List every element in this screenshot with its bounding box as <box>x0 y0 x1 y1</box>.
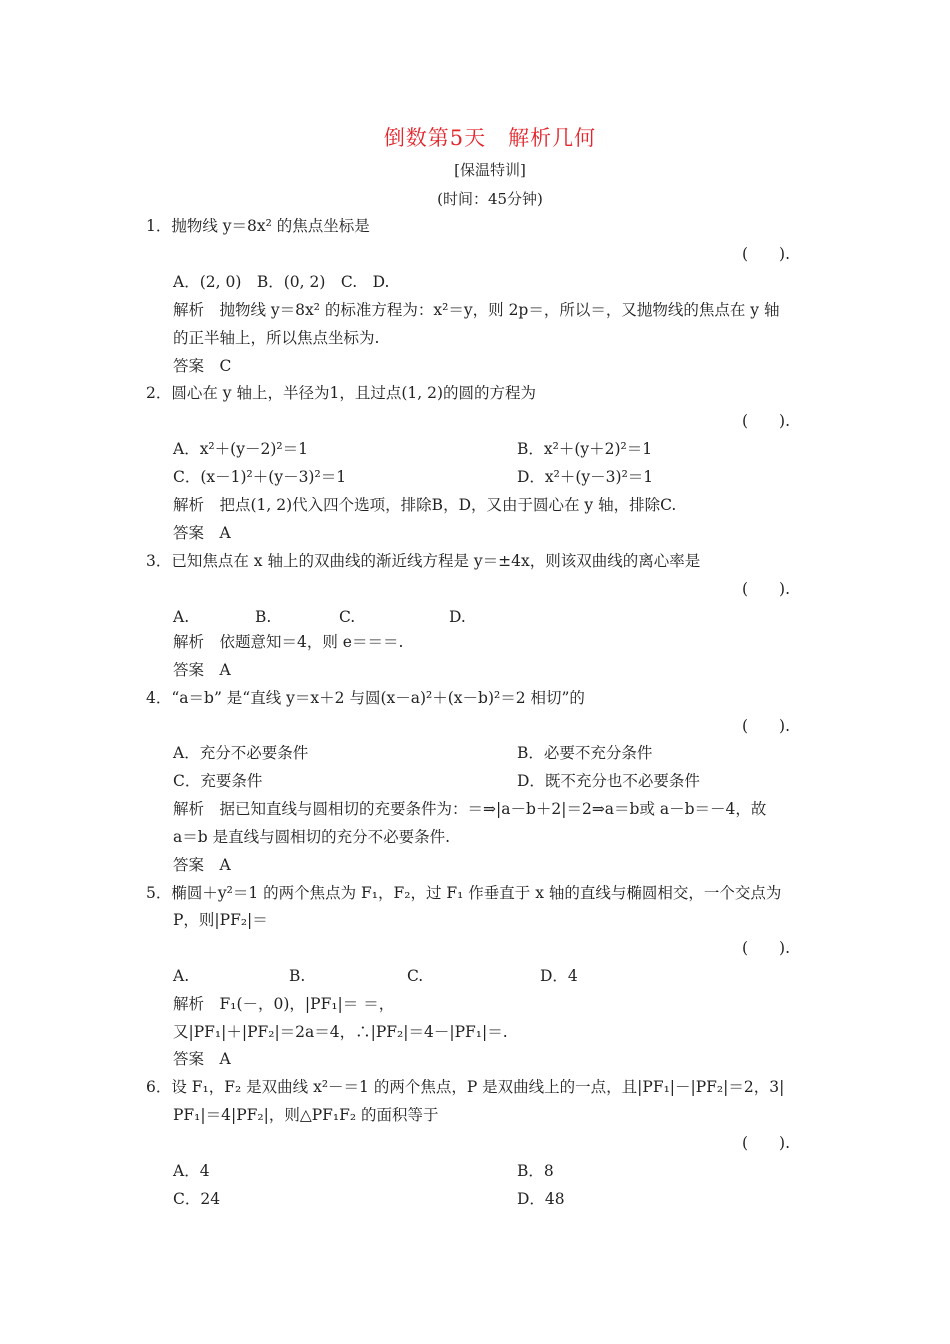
question-2-answer-blank: ( ). <box>742 412 791 430</box>
question-2-option-d: D．x²＋(y－3)²＝1 <box>517 468 654 486</box>
question-2-option-a: A．x²＋(y－2)²＝1 <box>173 440 308 458</box>
question-3-option-c: C. <box>339 608 356 626</box>
question-6-option-a: A．4 <box>173 1162 210 1180</box>
question-3-analysis: 解析 依题意知＝4，则 e＝＝＝. <box>173 633 404 651</box>
question-5-option-d: D．4 <box>540 967 578 985</box>
question-4-option-a: A．充分不必要条件 <box>173 744 309 762</box>
question-1-options: A．(2, 0) B．(0, 2) C. D. <box>173 273 390 291</box>
question-3-answer: 答案 A <box>173 661 231 679</box>
question-6-stem-line-2: PF₁|＝4|PF₂|，则△PF₁F₂ 的面积等于 <box>173 1106 439 1124</box>
question-3-option-d: D. <box>449 608 466 626</box>
question-5-stem-line-2: P，则|PF₂|＝ <box>173 911 268 929</box>
section-subtitle: [保温特训] <box>454 161 526 179</box>
question-3-answer-blank: ( ). <box>742 580 791 598</box>
question-4-answer-blank: ( ). <box>742 717 791 735</box>
question-1-analysis-line-2: 的正半轴上，所以焦点坐标为. <box>173 329 380 347</box>
question-3-stem: 3．已知焦点在 x 轴上的双曲线的渐近线方程是 y＝±4x，则该双曲线的离心率是 <box>146 552 701 570</box>
question-5-analysis-line-1: 解析 F₁(－，0)，|PF₁|＝ ＝， <box>173 995 395 1013</box>
question-6-option-b: B．8 <box>517 1162 554 1180</box>
question-3-option-b: B. <box>255 608 272 626</box>
question-4-analysis-line-1: 解析 据已知直线与圆相切的充要条件为：＝⇒|a－b＋2|＝2⇒a＝b或 a－b＝－4，故 <box>173 800 767 818</box>
question-4-option-d: D．既不充分也不必要条件 <box>517 772 700 790</box>
question-2-stem: 2．圆心在 y 轴上，半径为1，且过点(1, 2)的圆的方程为 <box>146 384 537 402</box>
question-5-option-a: A. <box>173 967 190 985</box>
question-2-option-c: C．(x－1)²＋(y－3)²＝1 <box>173 468 347 486</box>
question-1-analysis-line-1: 解析 抛物线 y＝8x² 的标准方程为：x²＝y，则 2p＝，所以＝，又抛物线的焦点在 y 轴 <box>173 301 780 319</box>
question-1-answer-blank: ( ). <box>742 245 791 263</box>
question-3-option-a: A. <box>173 608 190 626</box>
question-4-analysis-line-2: a＝b 是直线与圆相切的充分不必要条件. <box>173 828 451 846</box>
question-5-option-b: B. <box>289 967 306 985</box>
question-5-stem-line-1: 5．椭圆＋y²＝1 的两个焦点为 F₁，F₂，过 F₁ 作垂直于 x 轴的直线与椭圆相交，一个交点为 <box>146 884 782 902</box>
question-2-answer: 答案 A <box>173 524 231 542</box>
question-5-answer-blank: ( ). <box>742 939 791 957</box>
question-5-analysis-line-2: 又|PF₁|＋|PF₂|＝2a＝4，∴|PF₂|＝4－|PF₁|＝. <box>173 1023 508 1041</box>
question-4-option-c: C．充要条件 <box>173 772 263 790</box>
page-title: 倒数第5天 解析几何 <box>383 126 597 150</box>
question-4-stem: 4．“a＝b” 是“直线 y＝x＋2 与圆(x－a)²＋(x－b)²＝2 相切”的 <box>146 689 585 707</box>
question-5-option-c: C. <box>407 967 424 985</box>
question-2-option-b: B．x²＋(y＋2)²＝1 <box>517 440 653 458</box>
question-4-answer: 答案 A <box>173 856 231 874</box>
question-1-stem: 1．抛物线 y＝8x² 的焦点坐标是 <box>146 217 370 235</box>
question-6-option-d: D．48 <box>517 1190 565 1208</box>
question-2-analysis: 解析 把点(1, 2)代入四个选项，排除B，D，又由于圆心在 y 轴，排除C. <box>173 496 677 514</box>
question-6-stem-line-1: 6．设 F₁，F₂ 是双曲线 x²－＝1 的两个焦点，P 是双曲线上的一点，且|PF₁|－|PF₂|＝2，3| <box>146 1078 785 1096</box>
time-note: (时间：45分钟) <box>437 190 543 208</box>
question-6-answer-blank: ( ). <box>742 1134 791 1152</box>
question-5-answer: 答案 A <box>173 1050 231 1068</box>
question-6-option-c: C．24 <box>173 1190 221 1208</box>
question-4-option-b: B．必要不充分条件 <box>517 744 653 762</box>
question-1-answer: 答案 C <box>173 357 232 375</box>
